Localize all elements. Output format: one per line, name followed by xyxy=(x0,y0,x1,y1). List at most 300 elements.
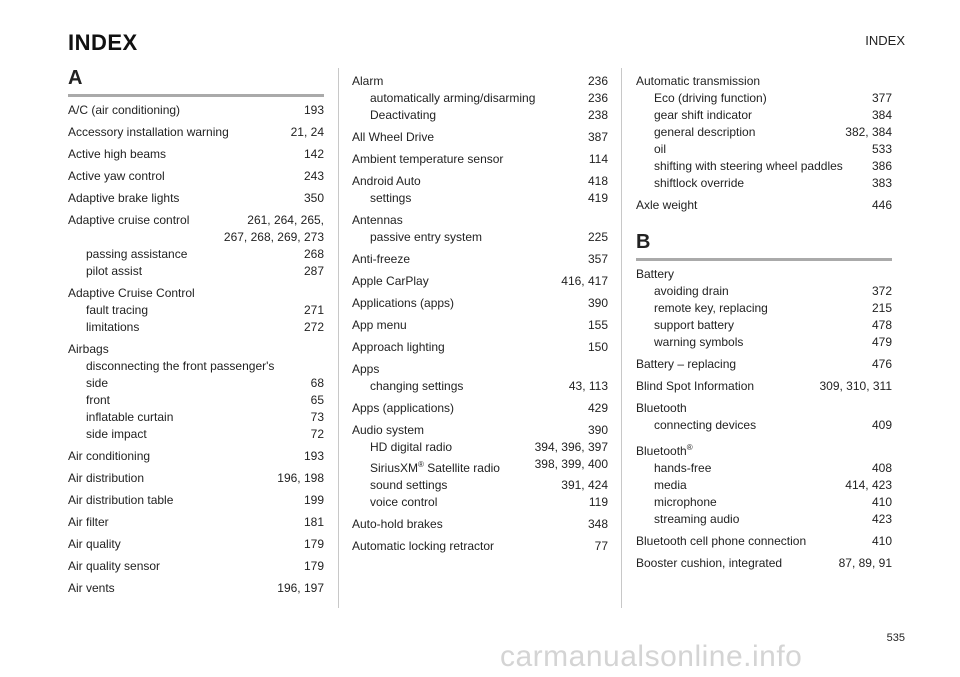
index-column-2 xyxy=(352,68,608,555)
index-term xyxy=(352,173,421,190)
index-subentry xyxy=(352,190,608,207)
index-entry-row xyxy=(68,124,324,141)
index-term-text: support battery xyxy=(654,318,735,332)
page-reference: 357 xyxy=(587,252,608,266)
index-term-text: passing assistance xyxy=(86,247,188,261)
index-term xyxy=(352,151,503,168)
index-term-text: Satellite radio xyxy=(423,461,500,475)
index-term-text: Booster cushion, integrated xyxy=(636,556,783,570)
index-term-text: A/C (air conditioning) xyxy=(68,103,181,117)
index-entry-row xyxy=(68,470,324,487)
index-subentry xyxy=(68,409,324,426)
index-term-text: Apps xyxy=(352,362,380,376)
page-reference-continued: 267, 268, 269, 273 xyxy=(223,230,324,244)
page-reference: 377 xyxy=(871,91,892,105)
index-term-text: SiriusXM xyxy=(370,461,419,475)
page-reference: 73 xyxy=(310,410,324,424)
index-term xyxy=(86,263,142,280)
index-term-text: remote key, replacing xyxy=(654,301,768,315)
index-term-text: Axle weight xyxy=(636,198,698,212)
index-term-text: gear shift indicator xyxy=(654,108,753,122)
index-term xyxy=(636,439,693,460)
index-entry xyxy=(352,400,608,417)
page-reference: 150 xyxy=(587,340,608,354)
index-entry-row xyxy=(68,168,324,185)
index-term xyxy=(352,273,429,290)
page-reference: 372 xyxy=(871,284,892,298)
page-reference: 119 xyxy=(588,495,608,509)
index-term-text: Audio system xyxy=(352,423,425,437)
index-term xyxy=(68,102,180,119)
index-term xyxy=(68,212,189,229)
page-reference: 409 xyxy=(871,418,892,432)
index-entry xyxy=(68,341,324,443)
index-entry xyxy=(352,151,608,168)
index-term xyxy=(654,283,729,300)
index-entry-row xyxy=(68,341,324,358)
index-term-text: shiftlock override xyxy=(654,176,745,190)
index-entry xyxy=(636,73,892,192)
index-term xyxy=(654,90,767,107)
index-term-text: Antennas xyxy=(352,213,403,227)
index-entry-row xyxy=(68,558,324,575)
index-subentry xyxy=(352,90,608,107)
index-term xyxy=(654,141,666,158)
index-term-text: Air quality xyxy=(68,537,121,551)
index-term xyxy=(68,190,179,207)
page-reference: 65 xyxy=(310,393,324,407)
index-entry-row xyxy=(352,295,608,312)
index-term xyxy=(68,558,160,575)
index-entry xyxy=(68,492,324,509)
index-entry xyxy=(68,146,324,163)
index-term-text: voice control xyxy=(370,495,438,509)
index-term-text: inflatable curtain xyxy=(86,410,174,424)
index-term xyxy=(636,197,697,214)
page-reference: 238 xyxy=(587,108,608,122)
index-term-text: connecting devices xyxy=(654,418,757,432)
index-term xyxy=(636,378,754,395)
index-subentry xyxy=(636,124,892,141)
index-subentry xyxy=(68,392,324,409)
index-entry xyxy=(68,190,324,207)
index-entry xyxy=(352,129,608,146)
index-term-text: Adaptive cruise control xyxy=(68,213,190,227)
index-term xyxy=(654,460,711,477)
page-reference: 446 xyxy=(871,198,892,212)
index-entry xyxy=(636,378,892,395)
index-subentry xyxy=(636,283,892,300)
index-term xyxy=(86,246,187,263)
index-entry-row xyxy=(352,361,608,378)
index-subentry xyxy=(352,494,608,511)
index-term-text: passive entry system xyxy=(370,230,483,244)
index-term-text: Airbags xyxy=(68,342,109,356)
index-term xyxy=(654,107,752,124)
page-reference: 479 xyxy=(871,335,892,349)
index-term xyxy=(86,375,108,392)
index-subentry xyxy=(636,300,892,317)
index-term-text: Apps (applications) xyxy=(352,401,455,415)
index-entry xyxy=(352,317,608,334)
index-entry-row xyxy=(68,448,324,465)
index-entry-row xyxy=(68,580,324,597)
page-reference: 43, 113 xyxy=(568,379,608,393)
page-reference: 398, 399, 400 xyxy=(534,457,608,471)
index-subentry xyxy=(68,263,324,280)
index-term-text: limitations xyxy=(86,320,140,334)
index-term-text: Android Auto xyxy=(352,174,421,188)
page-reference: 179 xyxy=(303,559,324,573)
index-entry-row xyxy=(636,439,892,460)
section-rule xyxy=(68,94,324,97)
index-term-text: warning symbols xyxy=(654,335,744,349)
index-term xyxy=(86,409,173,426)
index-term xyxy=(370,456,500,477)
index-subentry xyxy=(636,107,892,124)
index-entry xyxy=(636,555,892,572)
index-entry xyxy=(352,339,608,356)
index-term-text: disconnecting the front passenger's xyxy=(86,359,275,373)
index-entry xyxy=(352,173,608,207)
index-entry xyxy=(352,538,608,555)
index-entry xyxy=(636,356,892,373)
index-entry xyxy=(68,470,324,487)
index-term xyxy=(352,73,383,90)
index-term-text: Approach lighting xyxy=(352,340,445,354)
index-term xyxy=(68,341,109,358)
page-reference: 287 xyxy=(303,264,324,278)
index-term-text: Accessory installation warning xyxy=(68,125,229,139)
index-entry-row xyxy=(636,533,892,550)
index-term xyxy=(86,426,147,443)
page-reference: 391, 424 xyxy=(561,478,608,492)
index-entry xyxy=(352,516,608,533)
index-entry-row xyxy=(68,102,324,119)
page-reference: 390 xyxy=(587,296,608,310)
index-term xyxy=(352,422,424,439)
index-term xyxy=(654,300,768,317)
index-term-text: streaming audio xyxy=(654,512,740,526)
index-entry xyxy=(68,558,324,575)
index-term xyxy=(370,494,437,511)
index-term xyxy=(68,470,144,487)
index-subentry xyxy=(636,334,892,351)
page-title: INDEX xyxy=(68,30,138,55)
index-entry xyxy=(68,285,324,336)
index-term-text: Adaptive Cruise Control xyxy=(68,286,195,300)
index-entry xyxy=(352,273,608,290)
index-term xyxy=(68,514,109,531)
index-subentry xyxy=(636,175,892,192)
index-subentry xyxy=(352,378,608,395)
index-subentry xyxy=(636,141,892,158)
index-entry xyxy=(352,295,608,312)
page-reference: 350 xyxy=(303,191,324,205)
index-entry-row xyxy=(636,378,892,395)
index-term-text: hands-free xyxy=(654,461,712,475)
index-subentry xyxy=(636,494,892,511)
page-reference: 215 xyxy=(871,301,892,315)
page-reference: 383 xyxy=(871,176,892,190)
index-term-text: oil xyxy=(654,142,667,156)
index-subentry xyxy=(636,460,892,477)
index-term-text: avoiding drain xyxy=(654,284,729,298)
index-term xyxy=(654,477,687,494)
index-entry-row xyxy=(352,273,608,290)
index-term xyxy=(370,107,436,124)
column-divider xyxy=(621,68,622,608)
index-entry-row xyxy=(352,422,608,439)
index-term-text: Adaptive brake lights xyxy=(68,191,180,205)
page-reference: 243 xyxy=(303,169,324,183)
index-subentry xyxy=(636,477,892,494)
index-entry-row xyxy=(352,516,608,533)
index-term xyxy=(86,302,148,319)
index-term xyxy=(370,378,463,395)
index-term xyxy=(352,516,443,533)
index-subentry xyxy=(68,319,324,336)
index-term-text: All Wheel Drive xyxy=(352,130,435,144)
index-subentry xyxy=(68,375,324,392)
index-term-text: Bluetooth cell phone connection xyxy=(636,534,807,548)
index-term-text: Blind Spot Information xyxy=(636,379,755,393)
index-entry-row xyxy=(352,173,608,190)
index-term xyxy=(636,555,782,572)
page-reference: 390 xyxy=(587,423,608,437)
watermark: carmanualsonline.info xyxy=(500,640,803,673)
index-term xyxy=(86,358,274,375)
index-term xyxy=(370,229,482,246)
section-letter-heading: A xyxy=(68,67,83,89)
index-term-text: sound settings xyxy=(370,478,448,492)
page-reference: 72 xyxy=(310,427,324,441)
page-reference: 416, 417 xyxy=(561,274,608,288)
index-term xyxy=(636,533,806,550)
page-reference: 386 xyxy=(871,159,892,173)
index-entry-row xyxy=(352,251,608,268)
index-term-text: media xyxy=(654,478,687,492)
page-reference: 419 xyxy=(587,191,608,205)
index-term xyxy=(352,251,410,268)
page-reference: 77 xyxy=(594,539,608,553)
index-entry xyxy=(68,102,324,119)
index-term-text: front xyxy=(86,393,111,407)
index-term-text: side xyxy=(86,376,109,390)
page-reference: 155 xyxy=(587,318,608,332)
index-entry xyxy=(68,124,324,141)
page-reference: 348 xyxy=(587,517,608,531)
page-reference: 196, 197 xyxy=(277,581,324,595)
page-reference: 476 xyxy=(871,357,892,371)
index-term-text: fault tracing xyxy=(86,303,149,317)
index-term xyxy=(654,494,717,511)
index-term-text: Bluetooth xyxy=(636,401,687,415)
index-subentry xyxy=(352,439,608,456)
index-entry-row xyxy=(352,538,608,555)
page-reference: 384 xyxy=(871,108,892,122)
index-entry-row xyxy=(636,400,892,417)
index-term xyxy=(636,73,760,90)
index-term xyxy=(352,129,434,146)
index-term-text: Automatic locking retractor xyxy=(352,539,495,553)
page-reference: 196, 198 xyxy=(277,471,324,485)
index-entry xyxy=(68,514,324,531)
section-label: INDEX xyxy=(865,33,905,48)
page-reference: 21, 24 xyxy=(290,125,324,139)
index-entry xyxy=(636,197,892,214)
page-reference: 268 xyxy=(303,247,324,261)
index-term-text: Alarm xyxy=(352,74,384,88)
registered-mark: ® xyxy=(686,443,693,452)
index-entry-row xyxy=(68,146,324,163)
page-reference: 261, 264, 265, xyxy=(247,213,324,227)
index-term xyxy=(370,477,447,494)
index-term-text: side impact xyxy=(86,427,147,441)
index-entry xyxy=(352,251,608,268)
page-reference: 387 xyxy=(587,130,608,144)
index-term xyxy=(352,361,379,378)
index-entry-row xyxy=(68,190,324,207)
index-subentry xyxy=(352,229,608,246)
page-reference: 410 xyxy=(871,495,892,509)
index-term xyxy=(370,439,452,456)
section-letter-heading: B xyxy=(636,231,651,253)
index-term xyxy=(68,580,115,597)
page-reference: 142 xyxy=(303,147,324,161)
index-entry-row xyxy=(352,317,608,334)
index-term xyxy=(370,190,411,207)
index-entry xyxy=(68,212,324,280)
index-term-text: Applications (apps) xyxy=(352,296,455,310)
index-entry xyxy=(68,536,324,553)
index-entry-row xyxy=(352,339,608,356)
page-reference: 418 xyxy=(587,174,608,188)
page-reference: 382, 384 xyxy=(845,125,892,139)
index-term-text: Ambient temperature sensor xyxy=(352,152,504,166)
page-reference: 423 xyxy=(871,512,892,526)
index-term-text: shifting with steering wheel paddles xyxy=(654,159,843,173)
index-term-text: Anti-freeze xyxy=(352,252,411,266)
index-subentry xyxy=(68,302,324,319)
index-entry xyxy=(636,266,892,351)
index-term xyxy=(352,212,403,229)
index-term-text: automatically arming/disarming xyxy=(370,91,536,105)
page-reference: 199 xyxy=(303,493,324,507)
index-term-text: Battery xyxy=(636,267,675,281)
index-term xyxy=(86,392,110,409)
index-term-text: changing settings xyxy=(370,379,464,393)
index-term xyxy=(68,536,121,553)
index-entry-row xyxy=(352,151,608,168)
index-term xyxy=(636,356,736,373)
index-term xyxy=(654,175,744,192)
index-subentry xyxy=(68,246,324,263)
page-reference: 193 xyxy=(303,449,324,463)
page-number: 535 xyxy=(886,632,905,644)
index-term-text: microphone xyxy=(654,495,717,509)
page-reference: 181 xyxy=(303,515,324,529)
index-term-text: Active high beams xyxy=(68,147,167,161)
index-entry xyxy=(636,400,892,434)
index-term xyxy=(352,538,494,555)
index-term xyxy=(352,295,454,312)
index-entry xyxy=(68,448,324,465)
index-term xyxy=(68,285,195,302)
index-entry-row xyxy=(352,73,608,90)
index-term xyxy=(654,317,734,334)
index-term-text: Air conditioning xyxy=(68,449,151,463)
index-column-1 xyxy=(68,68,324,597)
index-entry xyxy=(68,580,324,597)
index-column-3 xyxy=(636,68,892,572)
index-term-text: Apple CarPlay xyxy=(352,274,429,288)
index-term-text: general description xyxy=(654,125,756,139)
index-term xyxy=(636,266,674,283)
index-term xyxy=(654,124,755,141)
page-reference: 408 xyxy=(871,461,892,475)
index-term-text: Air filter xyxy=(68,515,109,529)
page-reference: 414, 423 xyxy=(845,478,892,492)
page-reference: 309, 310, 311 xyxy=(819,379,892,393)
page-reference: 394, 396, 397 xyxy=(534,440,608,454)
page-reference: 429 xyxy=(587,401,608,415)
page-reference: 533 xyxy=(871,142,892,156)
index-term-text: HD digital radio xyxy=(370,440,453,454)
index-subentry xyxy=(636,417,892,434)
index-entry-row xyxy=(636,555,892,572)
page-reference: 114 xyxy=(588,152,608,166)
page-reference: 87, 89, 91 xyxy=(838,556,892,570)
page-reference: 478 xyxy=(871,318,892,332)
index-entry-row xyxy=(352,212,608,229)
index-term-text: Automatic transmission xyxy=(636,74,761,88)
index-term xyxy=(636,400,687,417)
index-entry-row xyxy=(352,400,608,417)
index-term-text: Air vents xyxy=(68,581,115,595)
section-rule xyxy=(636,258,892,261)
column-divider xyxy=(338,68,339,608)
index-entry-row xyxy=(636,356,892,373)
index-term xyxy=(352,339,445,356)
index-term xyxy=(68,448,150,465)
index-entry-row xyxy=(352,129,608,146)
index-term-text: pilot assist xyxy=(86,264,143,278)
index-entry xyxy=(68,168,324,185)
index-entry-row xyxy=(636,73,892,90)
page-reference: 193 xyxy=(303,103,324,117)
index-term xyxy=(654,511,739,528)
index-term-text: Battery – replacing xyxy=(636,357,737,371)
page-reference: 410 xyxy=(871,534,892,548)
index-term xyxy=(654,417,756,434)
index-term-text: Air quality sensor xyxy=(68,559,161,573)
index-entry-row xyxy=(68,536,324,553)
index-subentry xyxy=(636,158,892,175)
index-term xyxy=(68,124,229,141)
page-reference: 68 xyxy=(310,376,324,390)
index-term-text: Deactivating xyxy=(370,108,437,122)
index-entry-row xyxy=(636,197,892,214)
index-entry xyxy=(352,422,608,511)
index-subentry xyxy=(636,90,892,107)
index-term xyxy=(352,317,407,334)
index-term xyxy=(352,400,454,417)
index-subentry xyxy=(352,477,608,494)
page-reference: 236 xyxy=(587,74,608,88)
index-entry-row xyxy=(68,285,324,302)
index-subentry xyxy=(636,511,892,528)
